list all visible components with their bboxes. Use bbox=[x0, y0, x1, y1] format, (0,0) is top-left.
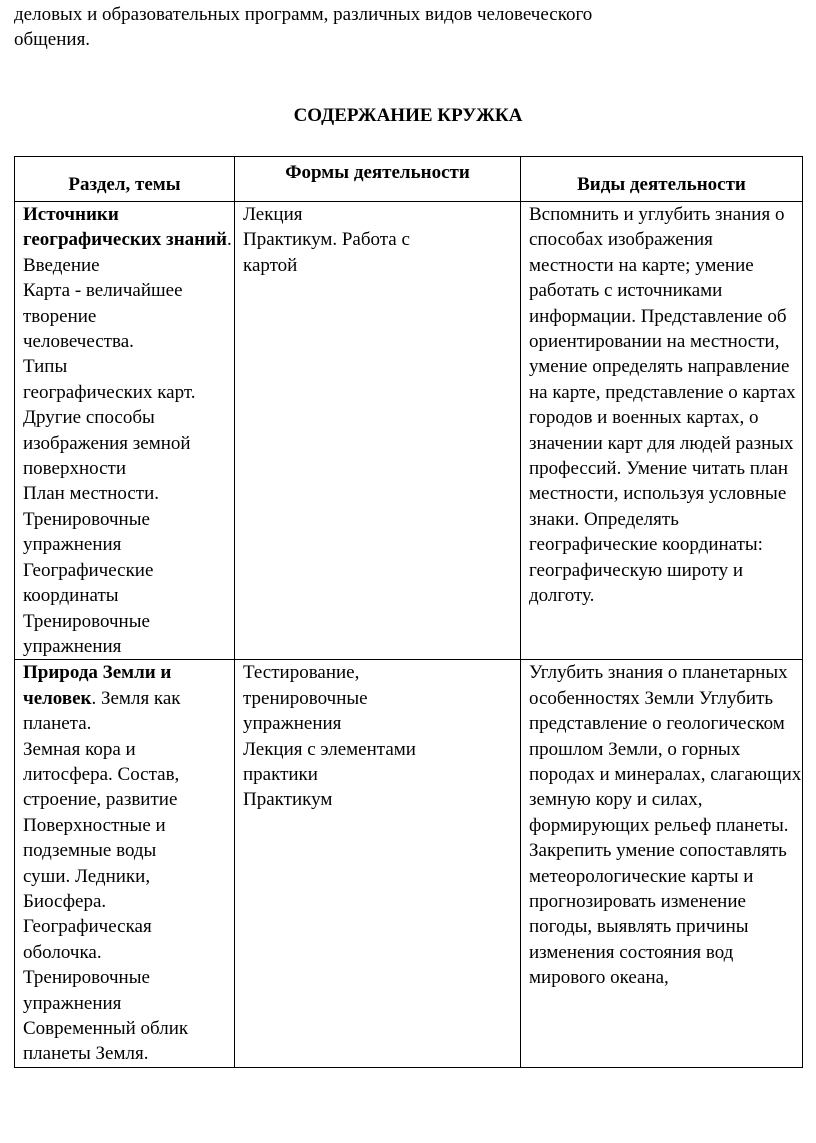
row2-topic-line: литосфера. Состав, bbox=[23, 763, 180, 785]
row2-forms-cell bbox=[235, 660, 521, 1068]
row2-forms-line: практики bbox=[243, 763, 318, 785]
row1-topic-cell bbox=[15, 202, 235, 660]
row1-topic-line: географических карт. bbox=[23, 381, 196, 403]
row1-topic-line: Типы bbox=[23, 356, 68, 378]
row1-topic-line: Карта - величайшее bbox=[23, 280, 183, 302]
row2-topic-line: Тренировочные bbox=[23, 967, 150, 989]
row2-topic-line: Географическая bbox=[23, 916, 152, 938]
row1-topic-intro: . Введение bbox=[23, 229, 232, 276]
row1-topic-line: координаты bbox=[23, 585, 119, 607]
row1-topic-line: Географические bbox=[23, 559, 154, 581]
row1-topic-line: творение bbox=[23, 305, 97, 327]
header-topics: Раздел, темы bbox=[15, 157, 235, 202]
header-activities: Виды деятельности bbox=[521, 157, 803, 202]
row2-topic-title: Природа Земли и человек bbox=[23, 662, 172, 709]
table-header-row bbox=[15, 157, 803, 202]
row1-topic-line: упражнения bbox=[23, 534, 122, 556]
row2-topic-line: суши. Ледники, bbox=[23, 865, 151, 887]
row2-forms-line: тренировочные bbox=[243, 687, 368, 709]
row1-topic-line: Тренировочные bbox=[23, 508, 150, 530]
row2-topic-cell bbox=[15, 660, 235, 1068]
row2-topic-line: Биосфера. bbox=[23, 890, 107, 912]
row2-topic-line: Поверхностные и bbox=[23, 814, 166, 836]
row2-forms-line: Тестирование, bbox=[243, 662, 360, 684]
row2-topic-line: Земная кора и bbox=[23, 738, 136, 760]
row1-forms-line: Практикум. Работа с bbox=[243, 229, 410, 251]
row2-forms-line: Лекция с элементами bbox=[243, 738, 416, 760]
table-row bbox=[15, 202, 803, 660]
row1-forms-line: Лекция bbox=[243, 204, 303, 225]
section-heading: СОДЕРЖАНИЕ КРУЖКА bbox=[293, 105, 523, 126]
table-row bbox=[15, 660, 803, 1068]
row2-topic-line: планеты Земля. bbox=[23, 1043, 149, 1065]
row1-forms-line: картой bbox=[243, 254, 298, 276]
header-forms: Формы деятельности bbox=[235, 157, 521, 202]
row2-activities-cell: Углубить знания о планетарных особенностях Земли Углубить представление о геологическом прошлом Земли, о горных породах и минералах, слагающих земную кору и силах, формирующих рельеф планеты. Закрепить умение сопоставлять метеорологические карты и прогнозировать изменение погоды, выявлять причины изменения состояния вод мирового океана, bbox=[521, 660, 803, 1068]
row2-topic-line: строение, развитие bbox=[23, 789, 178, 811]
row1-topic-line: Тренировочные bbox=[23, 610, 150, 632]
row2-forms-line: упражнения bbox=[243, 713, 342, 735]
intro-line-2: общения. bbox=[14, 29, 91, 50]
row1-topic-line: План местности. bbox=[23, 483, 160, 505]
row1-topic-line: упражнения bbox=[23, 635, 122, 657]
row1-forms-cell bbox=[235, 202, 521, 660]
content-table bbox=[14, 156, 803, 1068]
intro-line-1: деловых и образовательных программ, различных видов человеческого bbox=[14, 4, 593, 25]
row1-topic-line: поверхности bbox=[23, 458, 127, 480]
row1-topic-title: Источники географических знаний bbox=[23, 204, 227, 251]
row2-forms-line: Практикум bbox=[243, 789, 333, 811]
row2-topic-line: оболочка. bbox=[23, 941, 102, 963]
row2-topic-intro: . Земля как планета. bbox=[23, 687, 181, 735]
row2-topic-line: подземные воды bbox=[23, 840, 157, 862]
row2-topic-line: Современный облик bbox=[23, 1018, 189, 1039]
row1-topic-line: Другие способы bbox=[23, 407, 155, 429]
intro-paragraph bbox=[14, 2, 804, 52]
row1-topic-line: изображения земной bbox=[23, 432, 191, 454]
row2-topic-line: упражнения bbox=[23, 992, 122, 1014]
row1-activities-cell: Вспомнить и углубить знания о способах изображения местности на карте; умение работать с источниками информации. Представление об ориентировании на местности, умение определять направление на карте, представление о картах городов и военных картах, о значении карт для людей разных профессий. Умение читать план местности, используя условные знаки. Определять географические координаты: географическую широту и долготу. bbox=[521, 202, 803, 660]
row1-topic-line: человечества. bbox=[23, 331, 134, 353]
